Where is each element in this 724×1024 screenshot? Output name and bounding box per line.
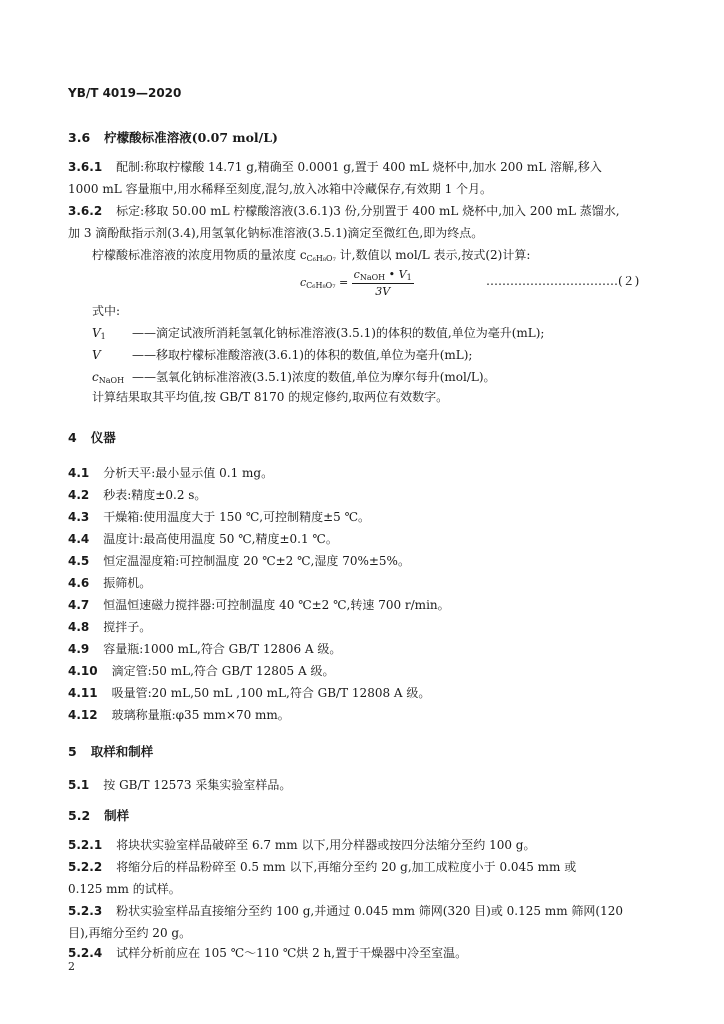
numerator-rest: • V <box>385 268 407 281</box>
variable-desc: ——移取柠檬标准酸溶液(3.6.1)的体积的数值,单位为毫升(mL); <box>132 348 473 362</box>
list-item: 4.6 振筛机。 <box>68 576 152 590</box>
clause-5-2-3-line1: 5.2.3 粉状实验室样品直接缩分至约 100 g,并通过 0.045 mm 筛网(320 目)或 0.125 mm 筛网(120 <box>68 904 623 918</box>
variable-desc: ——滴定试液所消耗氢氧化钠标准溶液(3.5.1)的体积的数值,单位为毫升(mL); <box>132 326 545 340</box>
list-item: 4.5 恒定温湿度箱:可控制温度 20 ℃±2 ℃,湿度 70%±5%。 <box>68 554 410 568</box>
page-number: 2 <box>68 960 75 973</box>
variable-symbol: $c_{NaOH}$ <box>92 370 125 385</box>
section-title: 仪器 <box>90 430 116 445</box>
list-item: 4.11 吸量管:20 mL,50 mL ,100 mL,符合 GB/T 12808 A 级。 <box>68 686 431 700</box>
formula-numerator <box>352 268 414 284</box>
section-title: 取样和制样 <box>90 744 154 759</box>
formula-number: ……………………………(２) <box>486 274 640 288</box>
numerator-symbol: c <box>353 268 360 281</box>
formula-lhs-sub: C₆H₈O₇ <box>306 281 336 290</box>
text: 柠檬酸标准溶液的浓度用物质的量浓度 c <box>92 248 307 262</box>
where-label: 式中: <box>92 304 121 318</box>
clause-number: 5.2 <box>68 808 91 823</box>
clause-5-2-3-line2: 目),再缩分至约 20 g。 <box>68 926 192 940</box>
variable-row-v <box>92 346 472 363</box>
text: 计,数值以 mol/L 表示,按式(2)计算: <box>335 248 531 262</box>
clause-number: 3.6.2 <box>68 204 103 218</box>
section-4-heading <box>68 428 116 446</box>
numerator-sub: NaOH <box>359 273 386 282</box>
clause-5-2-heading <box>68 806 129 824</box>
variable-symbol: $V_1$ <box>92 326 106 341</box>
formula-equals: = <box>338 276 349 289</box>
subscript: C₆H₈O₇ <box>306 254 336 263</box>
clause-5-2-4: 5.2.4 试样分析前应在 105 ℃～110 ℃烘 2 h,置于干燥器中冷至室温。 <box>68 946 468 960</box>
result-note: 计算结果取其平均值,按 GB/T 8170 的规定修约,取两位有效数字。 <box>92 390 449 404</box>
variable-row-cnaoh <box>92 368 496 385</box>
list-item: 4.2 秒表:精度±0.2 s。 <box>68 488 207 502</box>
clause-3-6-2-line2: 加 3 滴酚酞指示剂(3.4),用氢氧化钠标准溶液(3.5.1)滴定至微红色,即为终点。 <box>68 226 484 240</box>
clause-number: 3.6.1 <box>68 160 103 174</box>
list-item: 4.3 干燥箱:使用温度大于 150 ℃,可控制精度±5 ℃。 <box>68 510 371 524</box>
list-item: 4.8 搅拌子。 <box>68 620 152 634</box>
section-title: 柠檬酸标准溶液(0.07 mol/L) <box>104 130 278 145</box>
numerator-rest-sub: 1 <box>406 273 412 282</box>
standard-code: YB/T 4019—2020 <box>68 86 182 100</box>
formula-fraction <box>352 268 414 298</box>
list-item: 4.7 恒温恒速磁力搅拌器:可控制温度 40 ℃±2 ℃,转速 700 r/min。 <box>68 598 450 612</box>
variable-row-v1 <box>92 324 544 341</box>
section-number: 4 <box>68 430 77 445</box>
list-item: 4.10 滴定管:50 mL,符合 GB/T 12805 A 级。 <box>68 664 335 678</box>
clause-text: 配制:称取柠檬酸 14.71 g,精确至 0.0001 g,置于 400 mL 烧杯中,加水 200 mL 溶解,移入 <box>116 160 602 174</box>
clause-title: 制样 <box>104 808 130 823</box>
variable-desc: ——氢氧化钠标准溶液(3.5.1)浓度的数值,单位为摩尔每升(mol/L)。 <box>132 370 496 384</box>
clause-3-6-2-line3 <box>92 246 530 263</box>
section-number: 3.6 <box>68 130 91 145</box>
list-item: 4.12 玻璃称量瓶:φ35 mm×70 mm。 <box>68 708 290 722</box>
clause-3-6-1-line2: 1000 mL 容量瓶中,用水稀释至刻度,混匀,放入冰箱中冷藏保存,有效期 1 个月。 <box>68 182 493 196</box>
clause-5-2-2-line2: 0.125 mm 的试样。 <box>68 882 181 896</box>
clause-5-2-1: 5.2.1 将块状实验室样品破碎至 6.7 mm 以下,用分样器或按四分法缩分至约 100 g。 <box>68 838 536 852</box>
section-number: 5 <box>68 744 77 759</box>
section-5-heading <box>68 742 153 760</box>
list-item: 4.9 容量瓶:1000 mL,符合 GB/T 12806 A 级。 <box>68 642 342 656</box>
variable-symbol: V <box>92 348 101 362</box>
formula-denominator: 3V <box>375 285 391 298</box>
formula-2 <box>300 268 414 298</box>
list-item: 4.4 温度计:最高使用温度 50 ℃,精度±0.1 ℃。 <box>68 532 338 546</box>
formula-lhs: c <box>300 276 307 289</box>
list-item: 4.1 分析天平:最小显示值 0.1 mg。 <box>68 466 274 480</box>
clause-text: 标定:移取 50.00 mL 柠檬酸溶液(3.6.1)3 份,分别置于 400 mL 烧杯中,加入 200 mL 蒸馏水, <box>116 204 620 218</box>
clause-3-6-1-line1 <box>68 158 602 175</box>
clause-3-6-2-line1 <box>68 202 620 219</box>
clause-5-2-2-line1: 5.2.2 将缩分后的样品粉碎至 0.5 mm 以下,再缩分至约 20 g,加工成粒度小于 0.045 mm 或 <box>68 860 577 874</box>
section-3-6-heading <box>68 128 278 146</box>
clause-5-1: 5.1 按 GB/T 12573 采集实验室样品。 <box>68 778 292 792</box>
